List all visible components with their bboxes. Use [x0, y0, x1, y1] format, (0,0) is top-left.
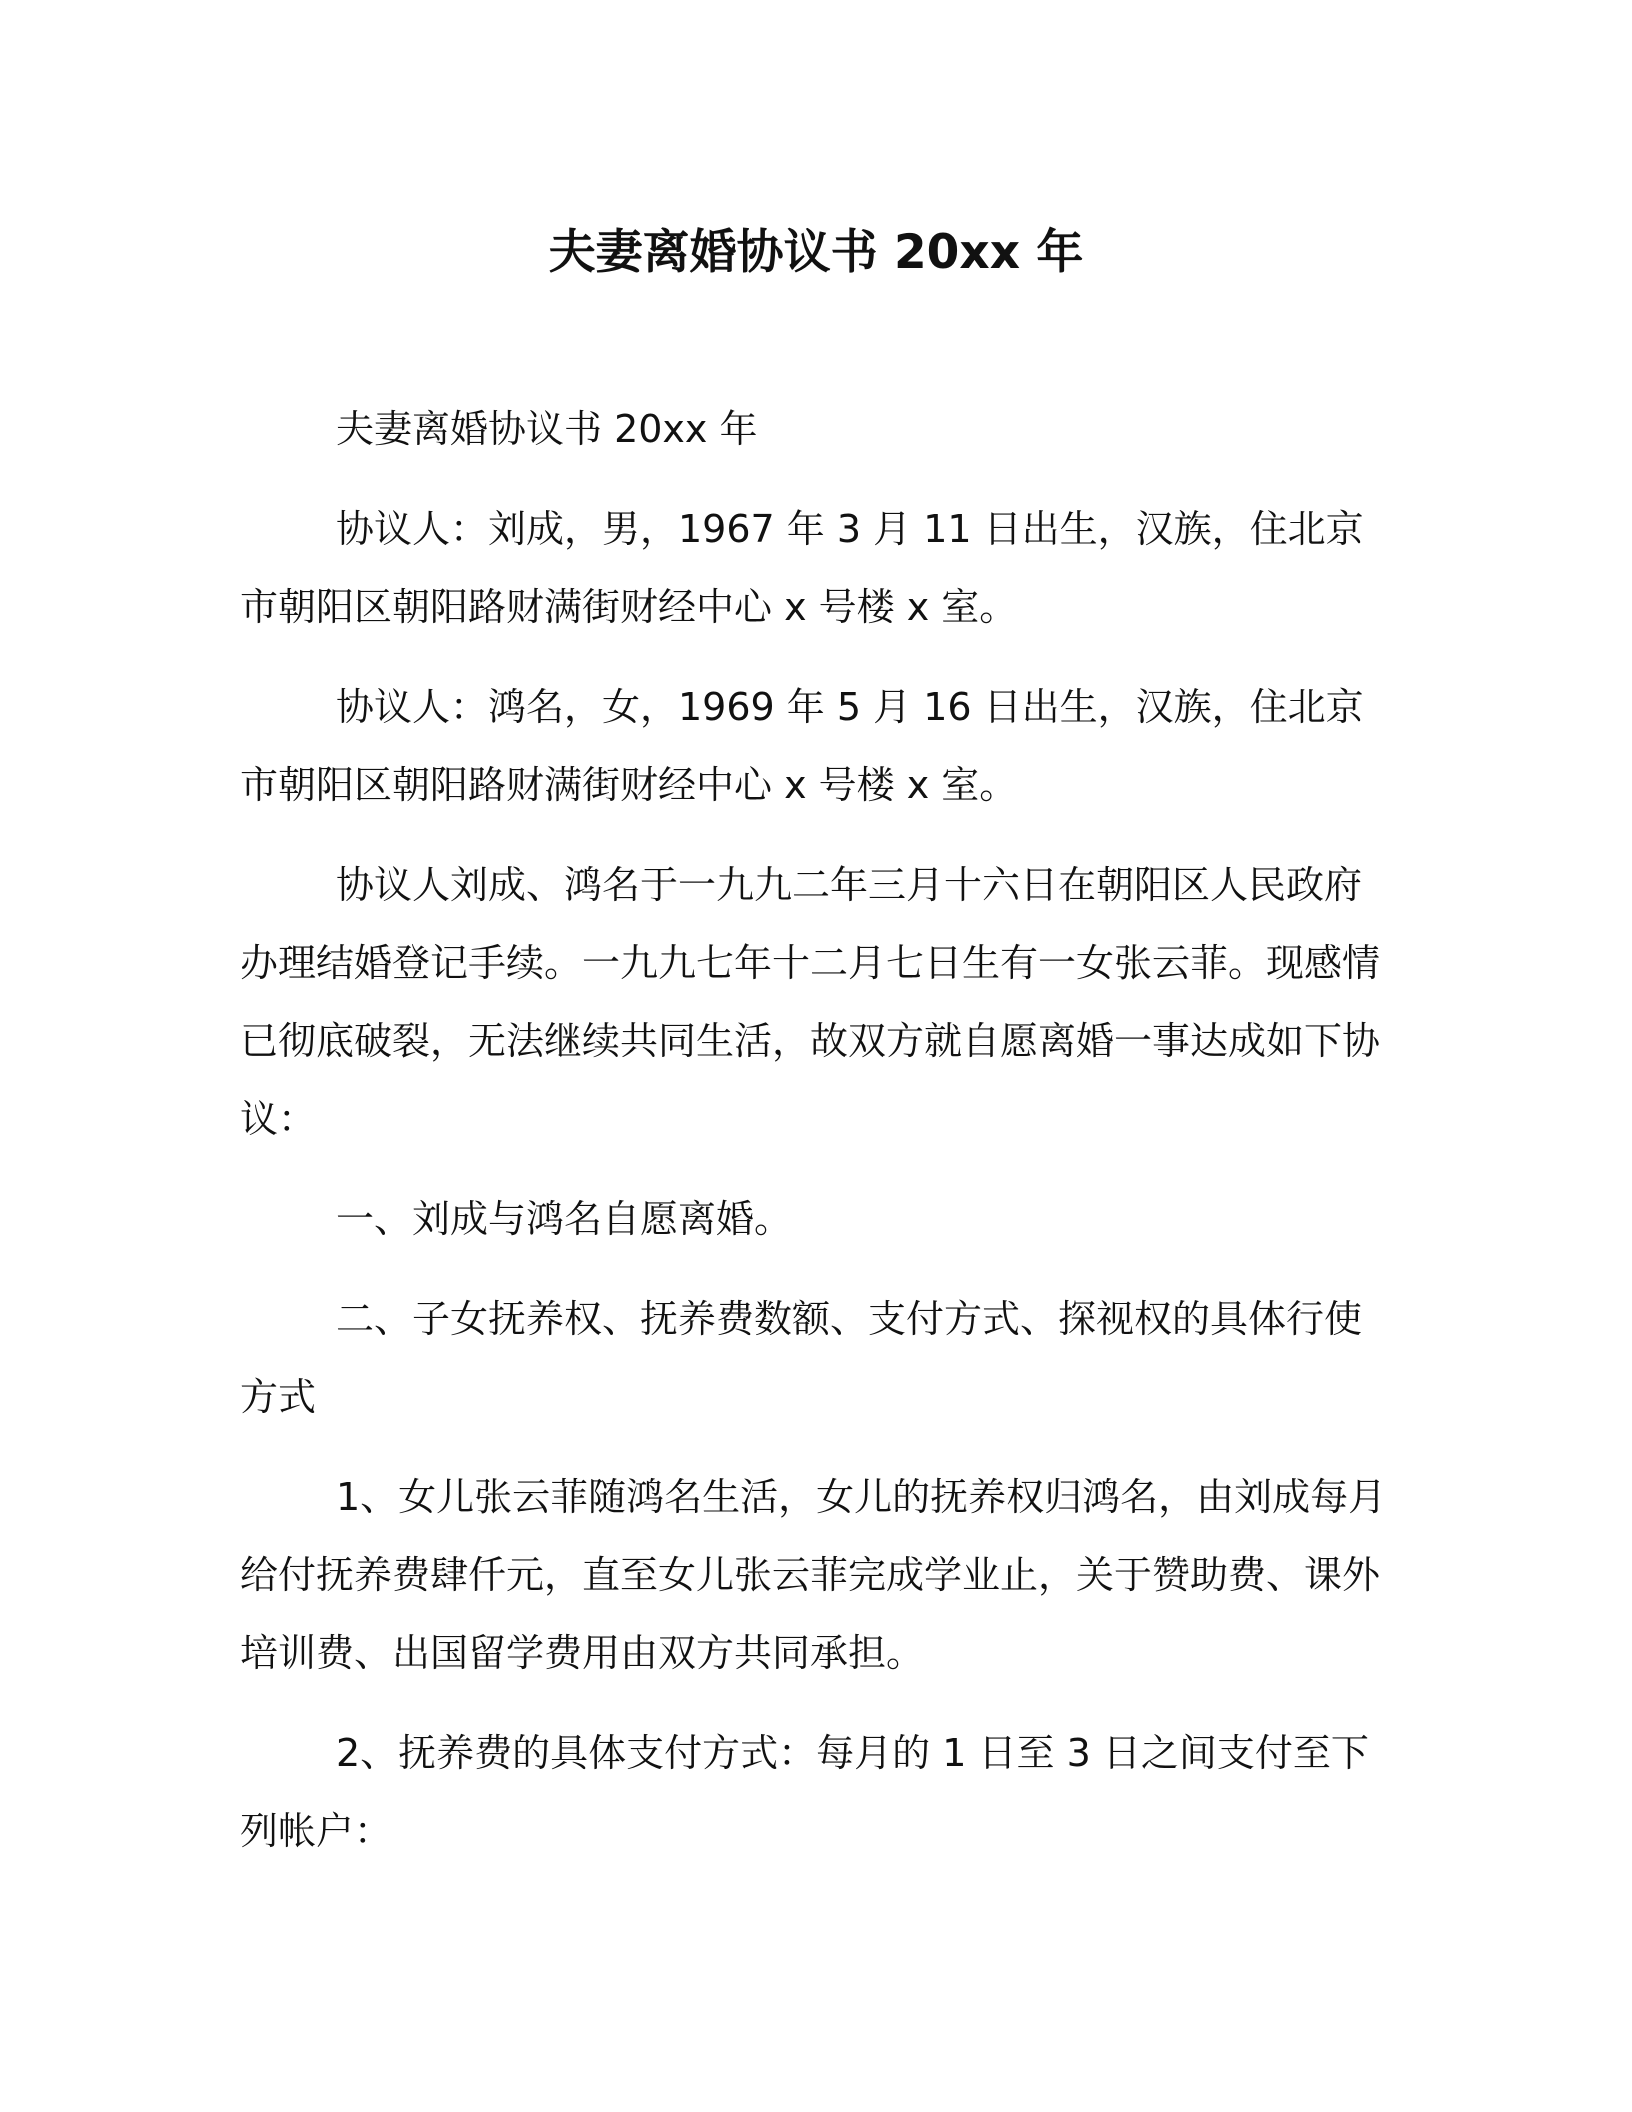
clause-1: 一、刘成与鸿名自愿离婚。 — [336, 1197, 793, 1241]
paragraph-background: 协议人刘成、鸿名于一九九二年三月十六日在朝阳区人民政府办理结婚登记手续。一九九七年十二月七日生有一女张云菲。现感情已彻底破裂，无法继续共同生活，故双方就自愿离婚一事达成如下协议： — [240, 863, 1381, 1141]
clause-2-heading: 二、子女抚养权、抚养费数额、支付方式、探视权的具体行使方式 — [240, 1297, 1363, 1419]
paragraph-party-1: 协议人：刘成，男，1967 年 3 月 11 日出生，汉族，住北京市朝阳区朝阳路财满街财经中心 x 号楼 x 室。 — [240, 507, 1364, 629]
paragraph-party-2: 协议人：鸿名，女，1969 年 5 月 16 日出生，汉族，住北京市朝阳区朝阳路财满街财经中心 x 号楼 x 室。 — [240, 685, 1364, 807]
clause-2-item-1: 1、女儿张云菲随鸿名生活，女儿的抚养权归鸿名，由刘成每月给付抚养费肆仟元，直至女儿张云菲完成学业止，关于赞助费、课外培训费、出国留学费用由双方共同承担。 — [240, 1475, 1387, 1675]
document-title: 夫妻离婚协议书 20xx 年 — [548, 225, 1084, 280]
clause-2-item-2: 2、抚养费的具体支付方式：每月的 1 日至 3 日之间支付至下列帐户： — [240, 1731, 1369, 1853]
document-body — [240, 390, 1392, 1892]
paragraph-subtitle: 夫妻离婚协议书 20xx 年 — [336, 407, 758, 451]
